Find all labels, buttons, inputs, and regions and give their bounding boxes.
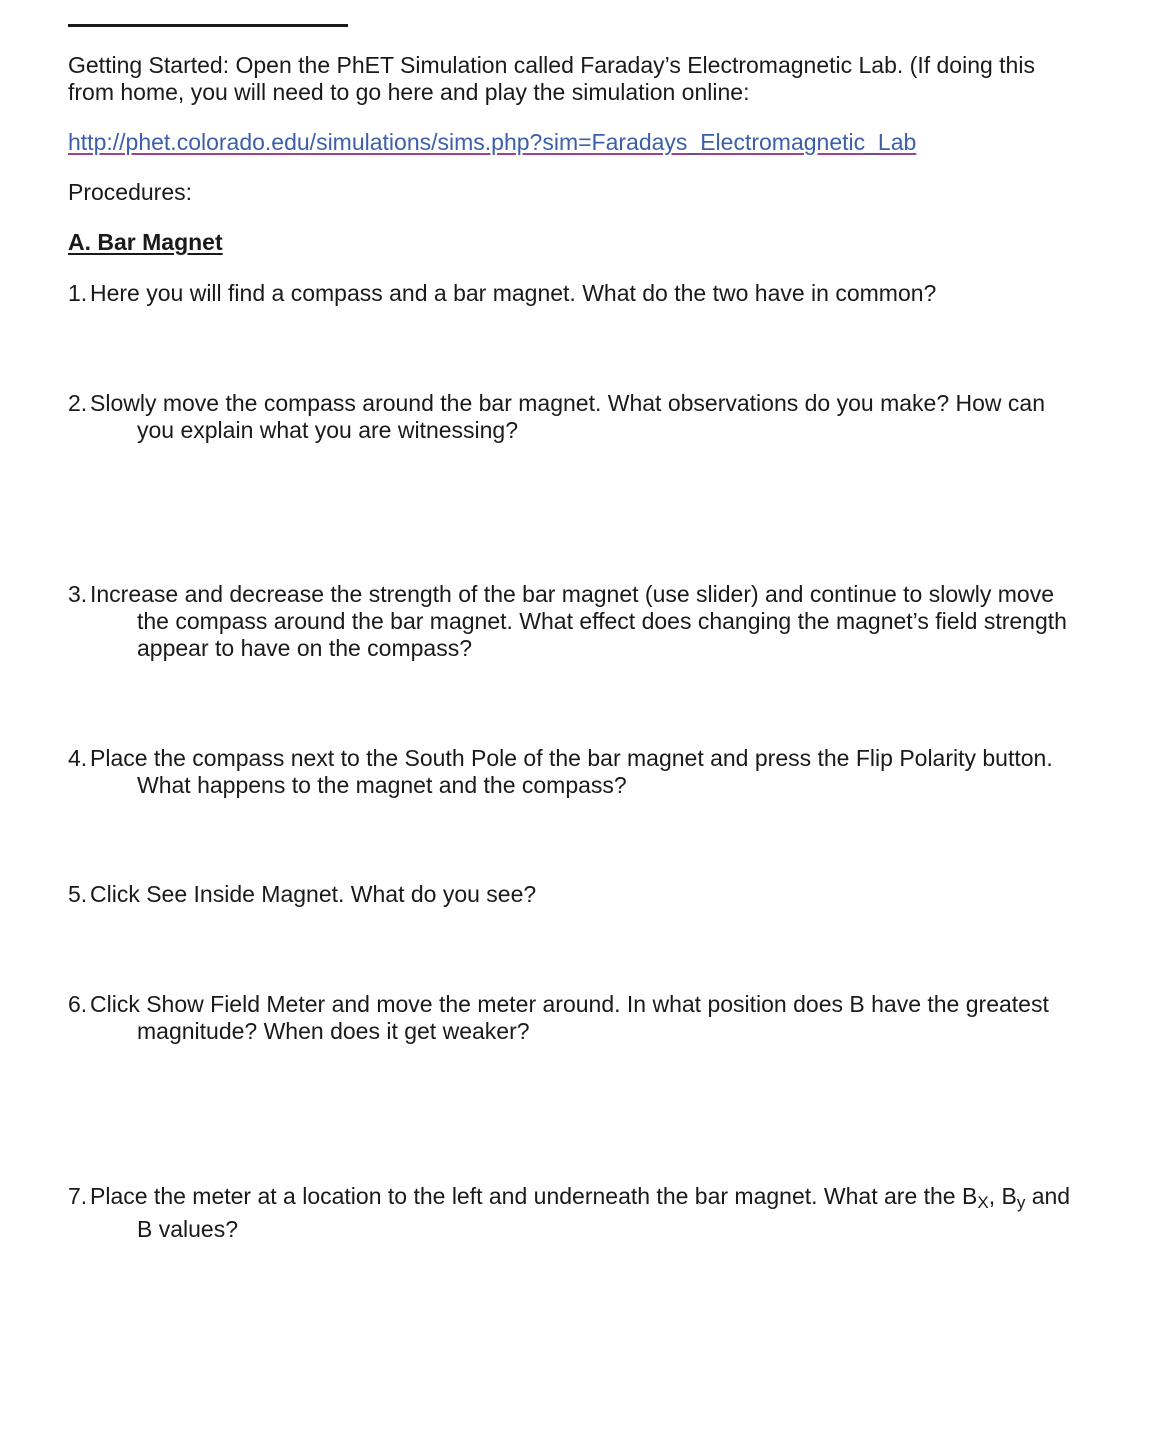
question-number: 6. [68,991,88,1017]
question-2 [68,390,1098,444]
top-rule [68,24,348,27]
question-5 [68,881,1098,908]
question-text-line [90,1183,1098,1212]
question-text-part: , B [988,1183,1017,1209]
question-text-line: Place the compass next to the South Pole of the bar magnet and press the Flip Polarity button. [90,745,1053,771]
question-text-line: appear to have on the compass? [137,635,473,661]
question-text-part: and [1025,1183,1071,1209]
question-text-line: Here you will find a compass and a bar magnet. What do the two have in common? [90,280,937,306]
question-number: 1. [68,280,88,306]
question-number: 4. [68,745,88,771]
question-text-line: B values? [137,1216,239,1242]
question-text-line: magnitude? When does it get weaker? [137,1018,530,1044]
question-number: 2. [68,390,88,416]
question-text-line: Click See Inside Magnet. What do you see? [90,881,537,907]
subscript-x: X [977,1193,989,1212]
procedures-label: Procedures: [68,179,193,205]
question-3 [68,581,1098,662]
question-text-line: the compass around the bar magnet. What effect does changing the magnet’s field strength [137,608,1067,634]
question-text-line: What happens to the magnet and the compass? [137,772,627,798]
question-number: 7. [68,1183,88,1209]
subscript-y: y [1016,1193,1026,1212]
question-number: 5. [68,881,88,907]
question-1 [68,280,1098,307]
question-text-part: Place the meter at a location to the left and underneath the bar magnet. What are the B [90,1183,978,1209]
question-4 [68,745,1098,799]
section-heading-bar-magnet: A. Bar Magnet [68,229,223,255]
intro-line-1: Getting Started: Open the PhET Simulation called Faraday’s Electromagnetic Lab. (If doing this [68,52,1035,78]
question-text-line: Increase and decrease the strength of the bar magnet (use slider) and continue to slowly move [90,581,1054,607]
question-text-line: Click Show Field Meter and move the meter around. In what position does B have the greatest [90,991,1049,1017]
question-number: 3. [68,581,88,607]
question-7 [68,1183,1098,1243]
question-text-line: Slowly move the compass around the bar magnet. What observations do you make? How can [90,390,1045,416]
intro-paragraph [68,52,1098,106]
intro-line-2: from home, you will need to go here and play the simulation online: [68,79,750,105]
question-6 [68,991,1098,1045]
phet-simulation-link[interactable]: http://phet.colorado.edu/simulations/sims.php?sim=Faradays_Electromagnetic_Lab [68,129,917,155]
question-text-line: you explain what you are witnessing? [137,417,519,443]
